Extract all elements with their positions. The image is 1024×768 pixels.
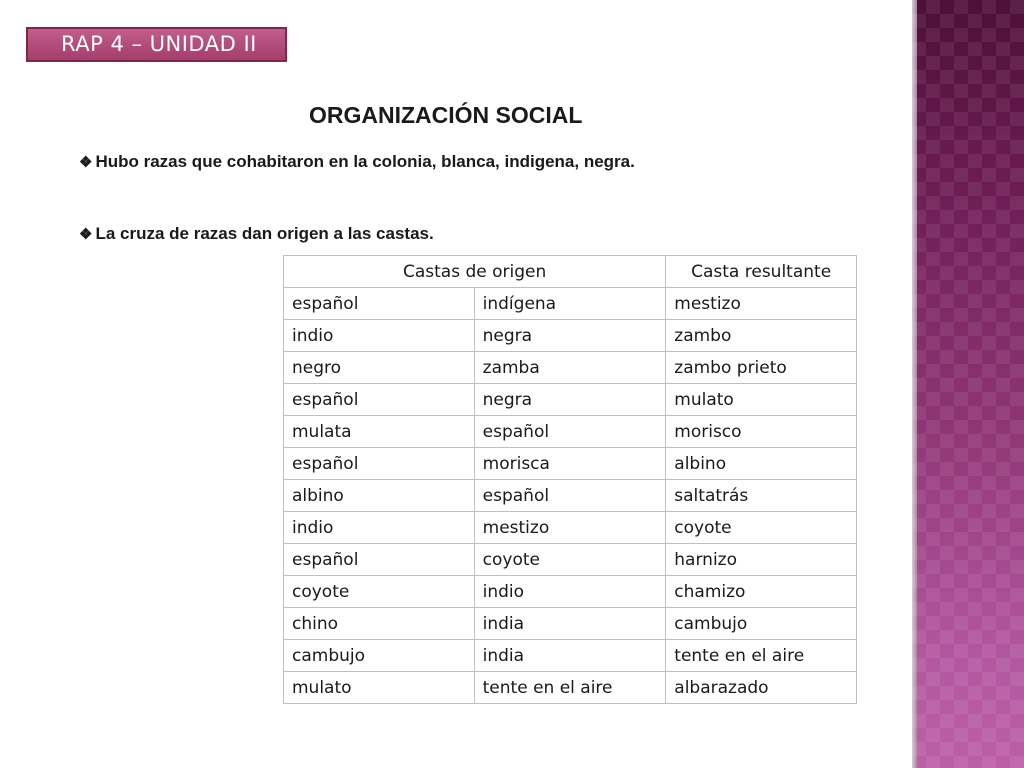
table-row [284,384,857,416]
bullet-item [79,152,635,172]
bullet-text: La cruza de razas dan origen a las castas. [95,224,434,243]
table-row [284,320,857,352]
table-cell: español [284,288,475,320]
table-row [284,576,857,608]
table-row [284,608,857,640]
table-cell: tente en el aire [474,672,666,704]
table-cell: indio [284,512,475,544]
table-row [284,352,857,384]
table-row [284,512,857,544]
table-row [284,288,857,320]
table-cell: india [474,608,666,640]
header-casta-resultante: Casta resultante [666,256,857,288]
table-cell: mulata [284,416,475,448]
table-cell: zamba [474,352,666,384]
decorative-side-panel [912,0,1024,768]
table-cell: español [284,448,475,480]
bullet-text: Hubo razas que cohabitaron en la colonia, blanca, indigena, negra. [95,152,635,171]
table-cell: español [474,416,666,448]
table-cell: saltatrás [666,480,857,512]
table-cell: cambujo [666,608,857,640]
diamond-bullet-icon: ❖ [79,154,93,171]
table-cell: coyote [666,512,857,544]
table-cell: mestizo [666,288,857,320]
table-cell: negra [474,384,666,416]
bullet-item [79,224,434,244]
page-title: ORGANIZACIÓN SOCIAL [309,102,583,128]
table-cell: albino [284,480,475,512]
table-cell: indígena [474,288,666,320]
table-row [284,672,857,704]
table-cell: zambo [666,320,857,352]
table-cell: coyote [474,544,666,576]
castes-table [283,255,857,704]
table-cell: india [474,640,666,672]
table-cell: cambujo [284,640,475,672]
table-cell: zambo prieto [666,352,857,384]
table-cell: albarazado [666,672,857,704]
table-cell: indio [284,320,475,352]
table-cell: morisca [474,448,666,480]
table-header-row [284,256,857,288]
header-castas-origen: Castas de origen [284,256,666,288]
table-row [284,640,857,672]
table-cell: negra [474,320,666,352]
table-cell: español [284,384,475,416]
table-cell: mestizo [474,512,666,544]
unit-badge: RAP 4 – UNIDAD II [26,27,287,62]
table-cell: español [474,480,666,512]
table-cell: mulato [666,384,857,416]
table-cell: albino [666,448,857,480]
table-cell: chino [284,608,475,640]
table-cell: morisco [666,416,857,448]
table-row [284,544,857,576]
table-cell: negro [284,352,475,384]
table-cell: indio [474,576,666,608]
table-row [284,416,857,448]
table-cell: tente en el aire [666,640,857,672]
table-row [284,448,857,480]
table-cell: chamizo [666,576,857,608]
table-cell: español [284,544,475,576]
table-row [284,480,857,512]
table-cell: coyote [284,576,475,608]
diamond-bullet-icon: ❖ [79,226,93,243]
table-cell: harnizo [666,544,857,576]
table-cell: mulato [284,672,475,704]
